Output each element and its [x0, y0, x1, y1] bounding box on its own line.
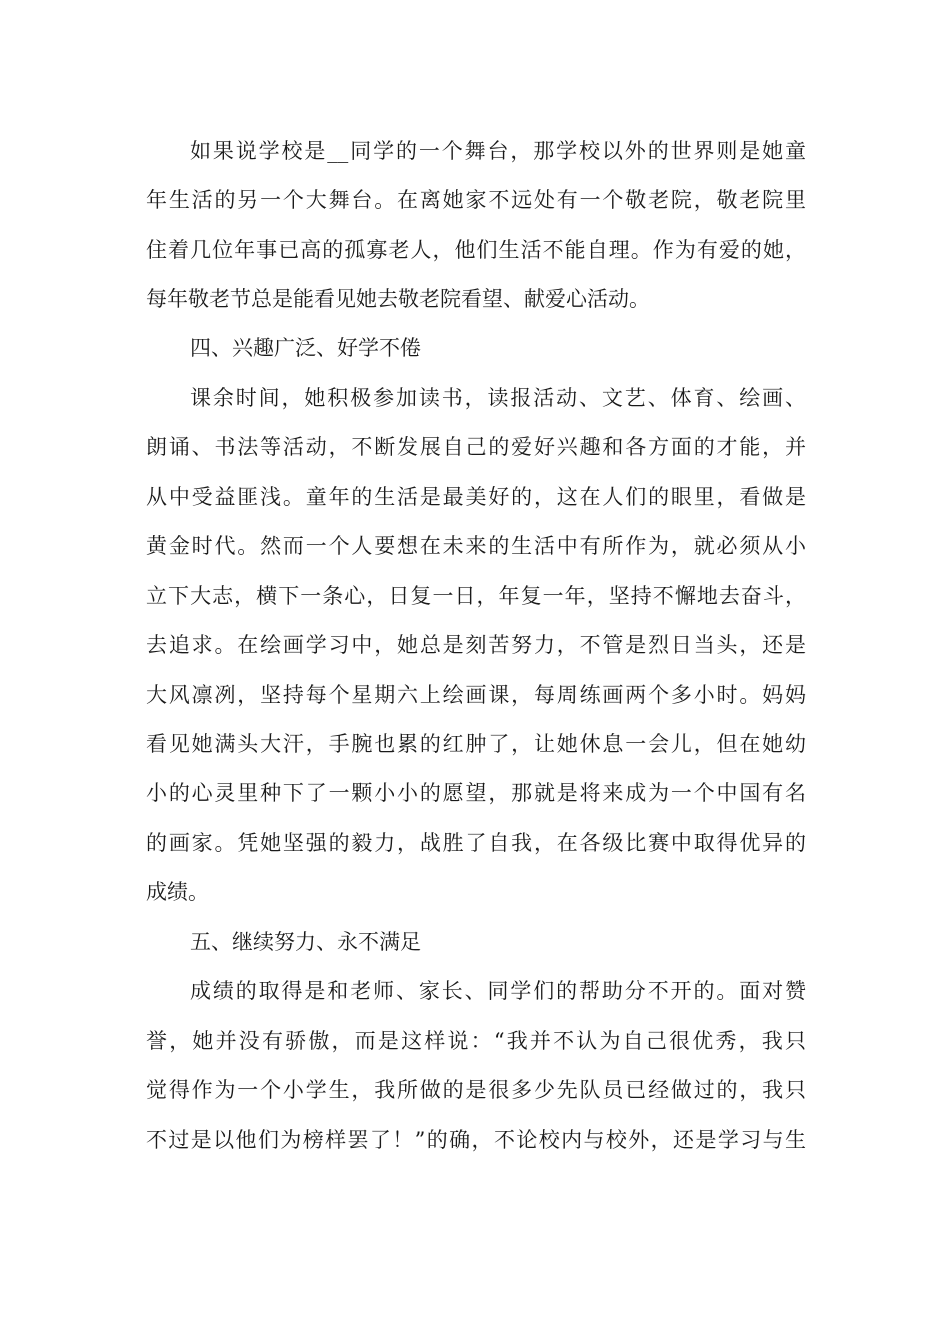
paragraph-line: 朗诵、书法等活动，不断发展自己的爱好兴趣和各方面的才能，并 — [146, 435, 806, 459]
paragraph-line: 成绩的取得是和老师、家长、同学们的帮助分不开的。面对赞 — [190, 979, 806, 1003]
paragraph-line: 看见她满头大汗，手腕也累的红肿了，让她休息一会儿，但在她幼 — [146, 732, 806, 756]
paragraph-line: 的画家。凭她坚强的毅力，战胜了自我，在各级比赛中取得优异的 — [146, 831, 806, 855]
section-heading: 四、兴趣广泛、好学不倦 — [190, 336, 421, 360]
paragraph-line: 从中受益匪浅。童年的生活是最美好的，这在人们的眼里，看做是 — [146, 485, 806, 509]
paragraph-line: 住着几位年事已高的孤寡老人，他们生活不能自理。作为有爱的她， — [146, 238, 806, 262]
paragraph-line: 誉，她并没有骄傲，而是这样说：“我并不认为自己很优秀，我只 — [146, 1029, 806, 1053]
paragraph-line: 年生活的另一个大舞台。在离她家不远处有一个敬老院，敬老院里 — [146, 188, 806, 212]
paragraph-line: 觉得作为一个小学生，我所做的是很多少先队员已经做过的，我只 — [146, 1078, 806, 1102]
paragraph-line: 大风凛冽，坚持每个星期六上绘画课，每周练画两个多小时。妈妈 — [146, 683, 806, 707]
paragraph-line: 去追求。在绘画学习中，她总是刻苦努力，不管是烈日当头，还是 — [146, 633, 806, 657]
paragraph-line: 黄金时代。然而一个人要想在未来的生活中有所作为，就必须从小 — [146, 534, 806, 558]
paragraph-line: 课余时间，她积极参加读书，读报活动、文艺、体育、绘画、 — [190, 386, 806, 410]
paragraph-line: 成绩。 — [146, 880, 209, 904]
paragraph-line: 立下大志，横下一条心，日复一日，年复一年，坚持不懈地去奋斗， — [146, 584, 806, 608]
paragraph-line: 小的心灵里种下了一颗小小的愿望，那就是将来成为一个中国有名 — [146, 781, 806, 805]
paragraph-line: 每年敬老节总是能看见她去敬老院看望、献爱心活动。 — [146, 287, 650, 311]
paragraph-line: 如果说学校是__同学的一个舞台，那学校以外的世界则是她童 — [190, 139, 806, 163]
paragraph-line: 不过是以他们为榜样罢了！”的确，不论校内与校外，还是学习与生 — [146, 1128, 806, 1152]
section-heading: 五、继续努力、永不满足 — [190, 930, 421, 954]
